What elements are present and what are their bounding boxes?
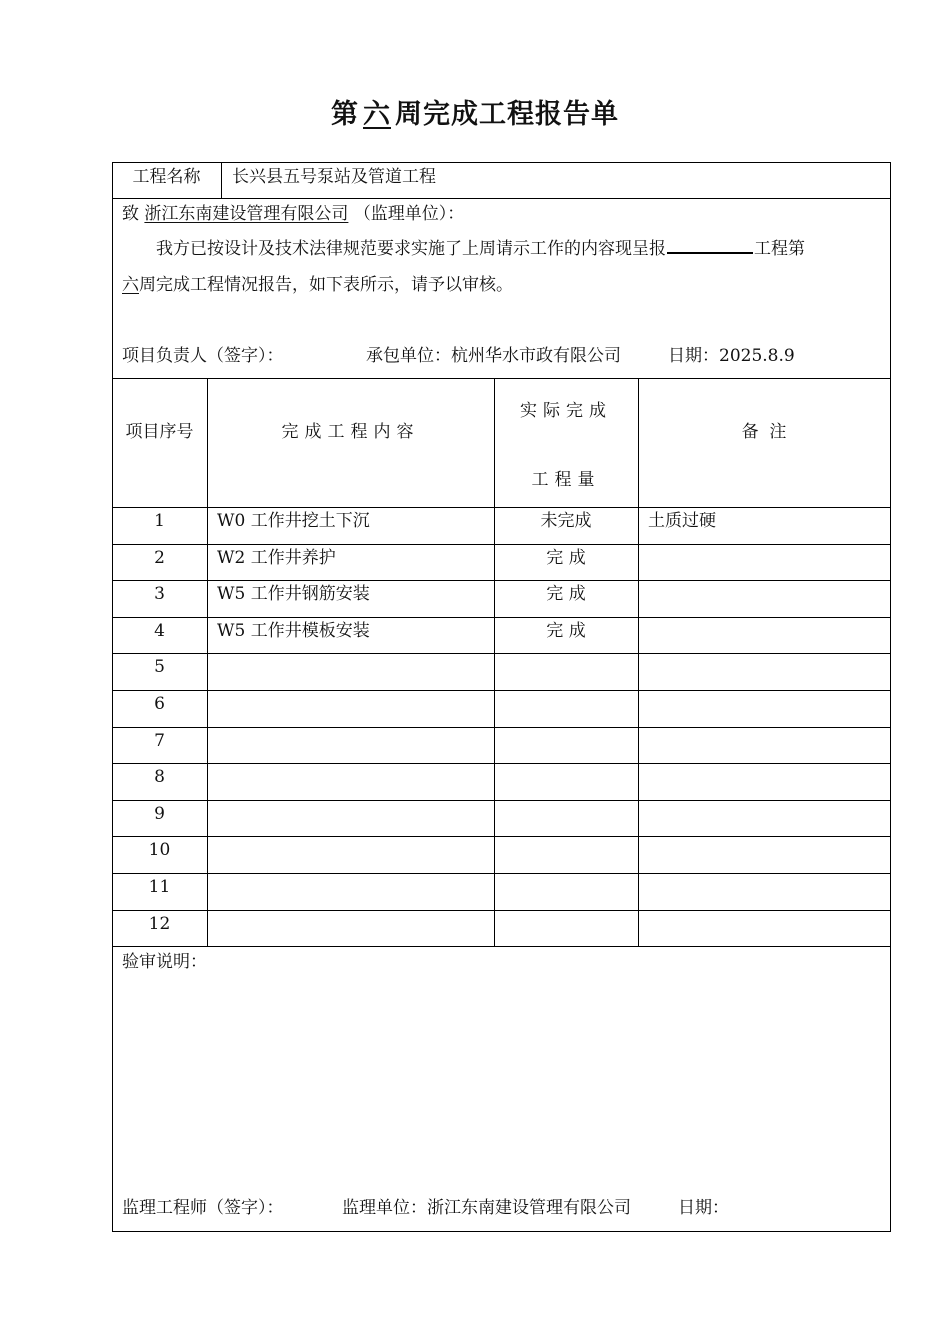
row-seq: 4 [154, 621, 165, 641]
supervisor-unit: 监理单位：浙江东南建设管理有限公司 [342, 1198, 631, 1218]
row-seq: 2 [154, 548, 165, 568]
letter-body-text1-end: 工程第 [754, 239, 805, 259]
form-right-border [890, 162, 891, 1232]
title-prefix: 第 [331, 99, 359, 130]
row-content: W0 工作井挖土下沉 [217, 511, 370, 531]
form-top-border [112, 162, 891, 163]
contractor-unit: 承包单位：杭州华水市政有限公司 [366, 346, 621, 366]
header-qty-line1: 实际完成 [520, 401, 612, 421]
row-seq: 10 [148, 840, 171, 860]
row-qty: 完 成 [546, 584, 586, 604]
project-name-label: 工程名称 [132, 167, 201, 187]
letter-body-line1 [156, 238, 805, 260]
page-title [0, 92, 950, 131]
table-row-divider [112, 727, 891, 728]
title-suffix: 周完成工程报告单 [395, 99, 619, 130]
table-row-divider [112, 617, 891, 618]
table-row-divider [112, 800, 891, 801]
project-label-divider [221, 162, 222, 199]
project-row-divider [112, 198, 891, 199]
title-week-number: 六 [363, 99, 391, 130]
row-content: W2 工作井养护 [217, 548, 336, 568]
table-row-divider [112, 946, 891, 947]
row-seq: 3 [154, 584, 165, 604]
table-row-divider [112, 653, 891, 654]
header-content: 完成工程内容 [281, 422, 420, 442]
letter-body-text1: 我方已按设计及技术法律规范要求实施了上周请示工作的内容现呈报 [156, 239, 666, 259]
letter-body-line2 [122, 274, 513, 296]
review-date: 日期： [678, 1198, 729, 1218]
blank-project-line [667, 238, 753, 254]
table-col-divider-3 [638, 378, 639, 947]
engineer-signature-label: 监理工程师（签字）： [122, 1198, 284, 1218]
table-col-divider-2 [494, 378, 495, 947]
row-seq: 11 [148, 877, 171, 897]
addressee-unit: 浙江东南建设管理有限公司 [144, 204, 349, 224]
review-label: 验审说明： [122, 952, 207, 972]
row-content: W5 工作井模板安装 [217, 621, 370, 641]
row-qty: 完 成 [546, 548, 586, 568]
project-name-value: 长兴县五号泵站及管道工程 [232, 167, 436, 187]
table-row-divider [112, 690, 891, 691]
table-row-divider [112, 873, 891, 874]
row-seq: 7 [154, 731, 165, 751]
table-header-divider [112, 507, 891, 508]
addressee-line [122, 203, 464, 225]
row-seq: 6 [154, 694, 165, 714]
addressee-suffix: （监理单位）： [353, 204, 465, 224]
letter-section-divider [112, 378, 891, 379]
row-seq: 9 [154, 804, 165, 824]
table-row-divider [112, 910, 891, 911]
row-seq: 12 [148, 914, 171, 934]
row-seq: 8 [154, 767, 165, 787]
table-row-divider [112, 544, 891, 545]
manager-signature-label: 项目负责人（签字）： [122, 346, 284, 366]
row-seq: 1 [154, 511, 165, 531]
header-note: 备 注 [741, 422, 787, 442]
row-note: 土质过硬 [648, 511, 716, 531]
contractor-date: 日期：2025.8.9 [668, 346, 795, 366]
form-bottom-border [112, 1231, 891, 1232]
letter-body-text2: 周完成工程情况报告，如下表所示，请予以审核。 [139, 275, 513, 295]
table-row-divider [112, 836, 891, 837]
table-row-divider [112, 580, 891, 581]
header-seq: 项目序号 [125, 422, 194, 442]
addressee-prefix: 致 [122, 204, 139, 224]
table-col-divider-1 [207, 378, 208, 947]
row-content: W5 工作井钢筋安装 [217, 584, 370, 604]
row-qty: 未完成 [540, 511, 592, 531]
row-seq: 5 [154, 657, 165, 677]
table-row-divider [112, 763, 891, 764]
row-qty: 完 成 [546, 621, 586, 641]
letter-body-week: 六 [122, 275, 139, 295]
header-qty-line2: 工程量 [531, 470, 601, 490]
